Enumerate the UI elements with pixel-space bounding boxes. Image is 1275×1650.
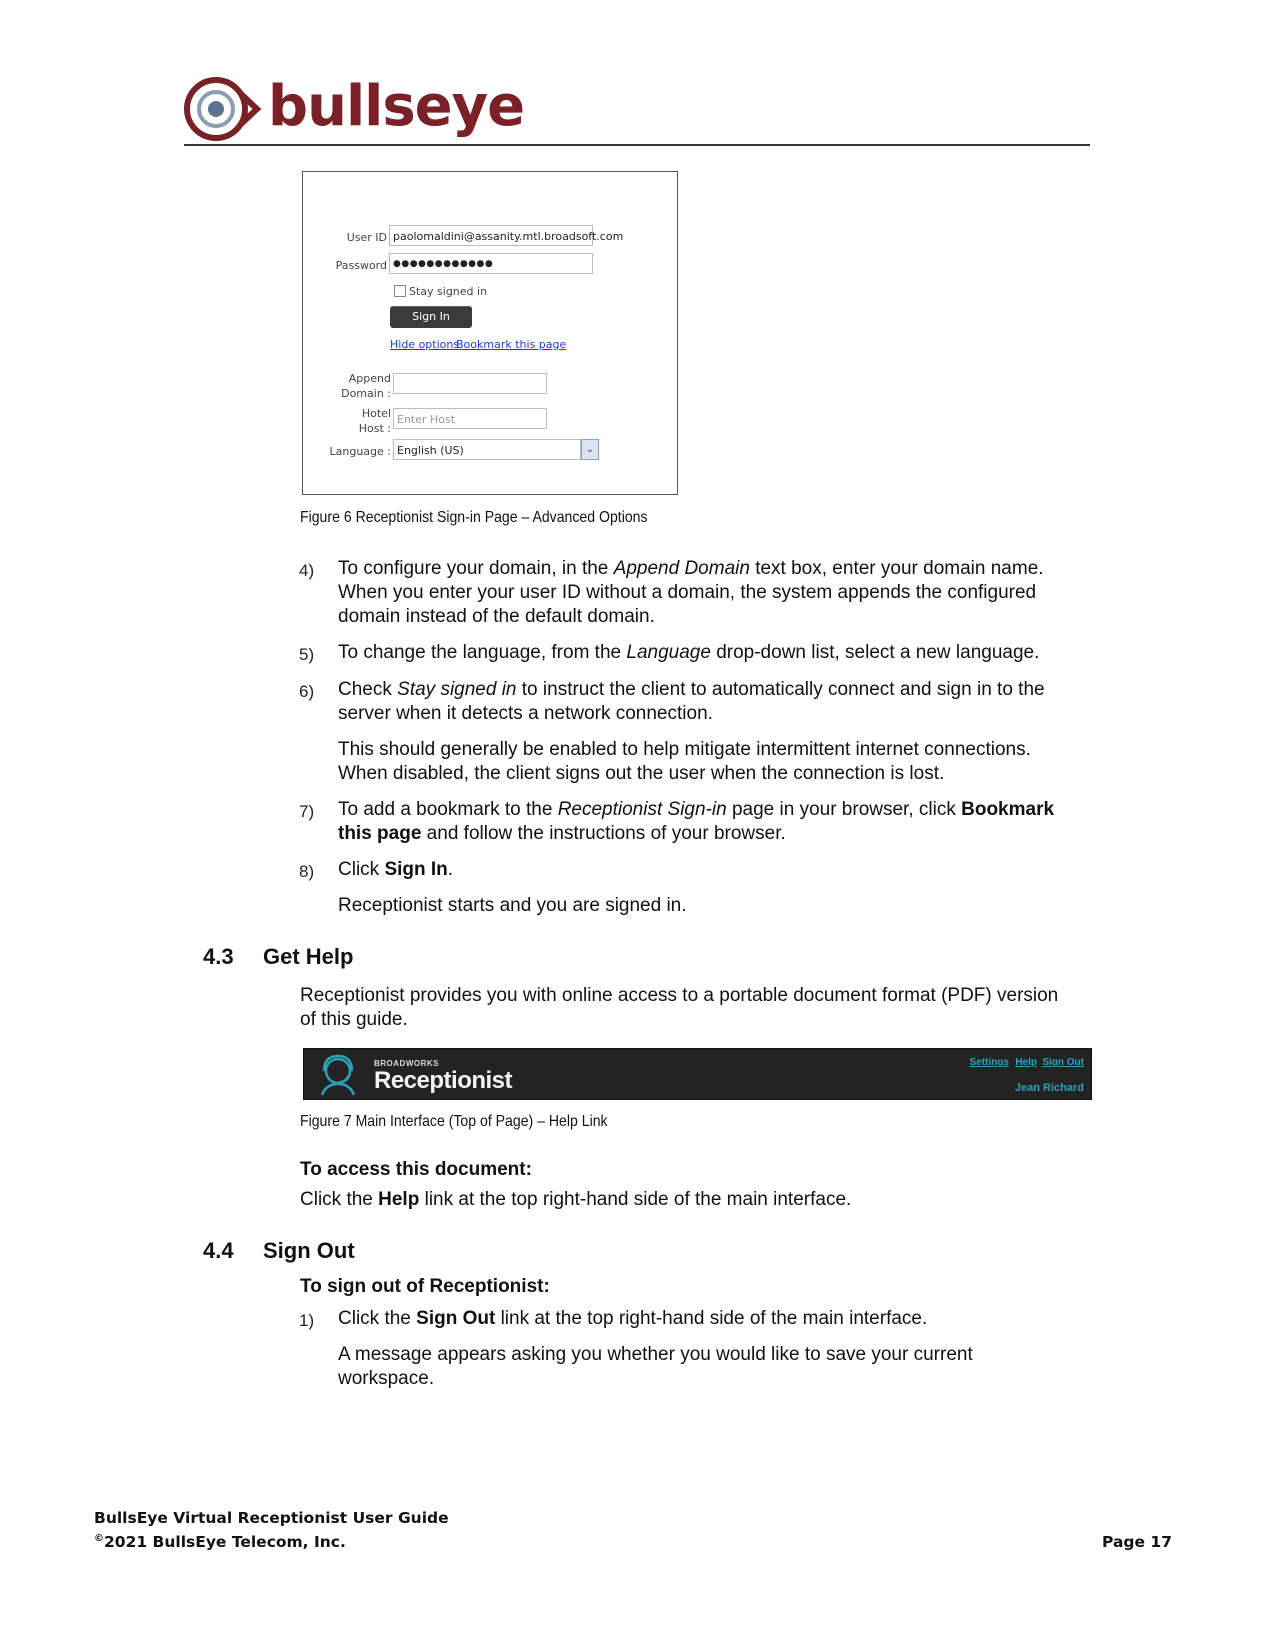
append-domain-label-1: Append bbox=[348, 372, 391, 385]
banner-sign-out-link[interactable]: Sign Out bbox=[1042, 1057, 1084, 1068]
step-6-text: Check Stay signed in to instruct the client to automatically connect and sign in to the bbox=[338, 679, 1045, 700]
step-8-note: Receptionist starts and you are signed in. bbox=[338, 895, 687, 916]
access-document-text: Click the Help link at the top right-hand side of the main interface. bbox=[300, 1189, 852, 1210]
figure-6-caption: Figure 6 Receptionist Sign-in Page – Advanced Options bbox=[300, 509, 648, 526]
step-6-note-line1: This should generally be enabled to help mitigate intermittent internet connections. bbox=[338, 739, 1031, 760]
banner-user-name: Jean Richard bbox=[1014, 1082, 1084, 1094]
step-5-number: 5) bbox=[299, 645, 315, 664]
banner-help-link[interactable]: Help bbox=[1015, 1057, 1037, 1068]
bullseye-logo bbox=[183, 76, 263, 142]
chevron-down-icon[interactable]: ⌄ bbox=[581, 439, 599, 460]
step-7-number: 7) bbox=[299, 802, 315, 821]
header-rule bbox=[184, 144, 1090, 146]
user-id-field[interactable]: paolomaldini@assanity.mtl.broadsoft.com bbox=[389, 225, 593, 246]
banner-broadworks-label: BROADWORKS bbox=[374, 1059, 439, 1068]
step-6-line2: server when it detects a network connection. bbox=[338, 703, 713, 724]
footer-guide-title: BullsEye Virtual Receptionist User Guide bbox=[94, 1509, 449, 1527]
sign-out-note-line1: A message appears asking you whether you would like to save your current bbox=[338, 1344, 973, 1365]
footer-page-number: Page 17 bbox=[1102, 1533, 1172, 1551]
sign-out-step-1-number: 1) bbox=[299, 1311, 315, 1330]
logo-wordmark: bullseye bbox=[268, 74, 525, 139]
stay-signed-in-label: Stay signed in bbox=[409, 285, 488, 298]
step-7-text: To add a bookmark to the Receptionist Sign-in page in your browser, click Bookmark bbox=[338, 799, 1055, 820]
figure-7-caption: Figure 7 Main Interface (Top of Page) – Help Link bbox=[300, 1113, 608, 1130]
access-document-heading: To access this document: bbox=[300, 1159, 532, 1180]
password-field[interactable]: ●●●●●●●●●●●● bbox=[389, 253, 593, 274]
bookmark-this-page-link[interactable]: Bookmark this page bbox=[456, 338, 567, 351]
step-4-text: To configure your domain, in the Append Domain text box, enter your domain name. bbox=[338, 558, 1044, 579]
step-6-number: 6) bbox=[299, 682, 315, 701]
password-label: Password bbox=[335, 259, 387, 272]
hide-options-link[interactable]: Hide options bbox=[390, 338, 460, 351]
language-select[interactable]: English (US) bbox=[393, 439, 581, 460]
step-4-line3: domain instead of the default domain. bbox=[338, 606, 655, 627]
figure-7-receptionist-banner bbox=[303, 1048, 1092, 1100]
hotel-host-label-1: Hotel bbox=[361, 407, 391, 420]
append-domain-field[interactable] bbox=[393, 373, 547, 394]
user-id-label: User ID bbox=[346, 231, 387, 244]
sign-out-note-line2: workspace. bbox=[338, 1368, 435, 1389]
section-4-4-title: Sign Out bbox=[263, 1238, 355, 1263]
section-4-4-number: 4.4 bbox=[203, 1238, 234, 1263]
banner-settings-link[interactable]: Settings bbox=[969, 1057, 1009, 1068]
step-5-text: To change the language, from the Language drop-down list, select a new language. bbox=[338, 642, 1040, 663]
section-4-3-title: Get Help bbox=[263, 944, 354, 969]
receptionist-headset-icon bbox=[318, 1054, 358, 1096]
stay-signed-in-checkbox[interactable] bbox=[394, 285, 406, 297]
footer-copyright: ©2021 BullsEye Telecom, Inc. bbox=[94, 1533, 346, 1552]
figure-6-signin-panel bbox=[302, 171, 678, 495]
language-label: Language : bbox=[329, 445, 391, 458]
step-4-line2: When you enter your user ID without a domain, the system appends the configured bbox=[338, 582, 1037, 603]
hotel-host-field[interactable]: Enter Host bbox=[393, 408, 547, 429]
section-4-3-para-line1: Receptionist provides you with online access to a portable document format (PDF) version bbox=[300, 985, 1059, 1006]
step-8-number: 8) bbox=[299, 862, 315, 881]
append-domain-label-2: Domain : bbox=[341, 387, 391, 400]
step-7-line2: this page and follow the instructions of your browser. bbox=[338, 823, 786, 844]
hotel-host-label-2: Host : bbox=[358, 422, 391, 435]
step-6-note-line2: When disabled, the client signs out the user when the connection is lost. bbox=[338, 763, 945, 784]
sign-out-step-1-text: Click the Sign Out link at the top right-hand side of the main interface. bbox=[338, 1308, 928, 1329]
sign-out-heading: To sign out of Receptionist: bbox=[300, 1276, 550, 1297]
banner-title: Receptionist bbox=[374, 1067, 513, 1094]
section-4-3-para-line2: of this guide. bbox=[300, 1009, 408, 1030]
sign-in-button[interactable]: Sign In bbox=[390, 306, 472, 328]
step-8-text: Click Sign In. bbox=[338, 859, 454, 880]
section-4-3-number: 4.3 bbox=[203, 944, 234, 969]
step-4-number: 4) bbox=[299, 561, 315, 580]
